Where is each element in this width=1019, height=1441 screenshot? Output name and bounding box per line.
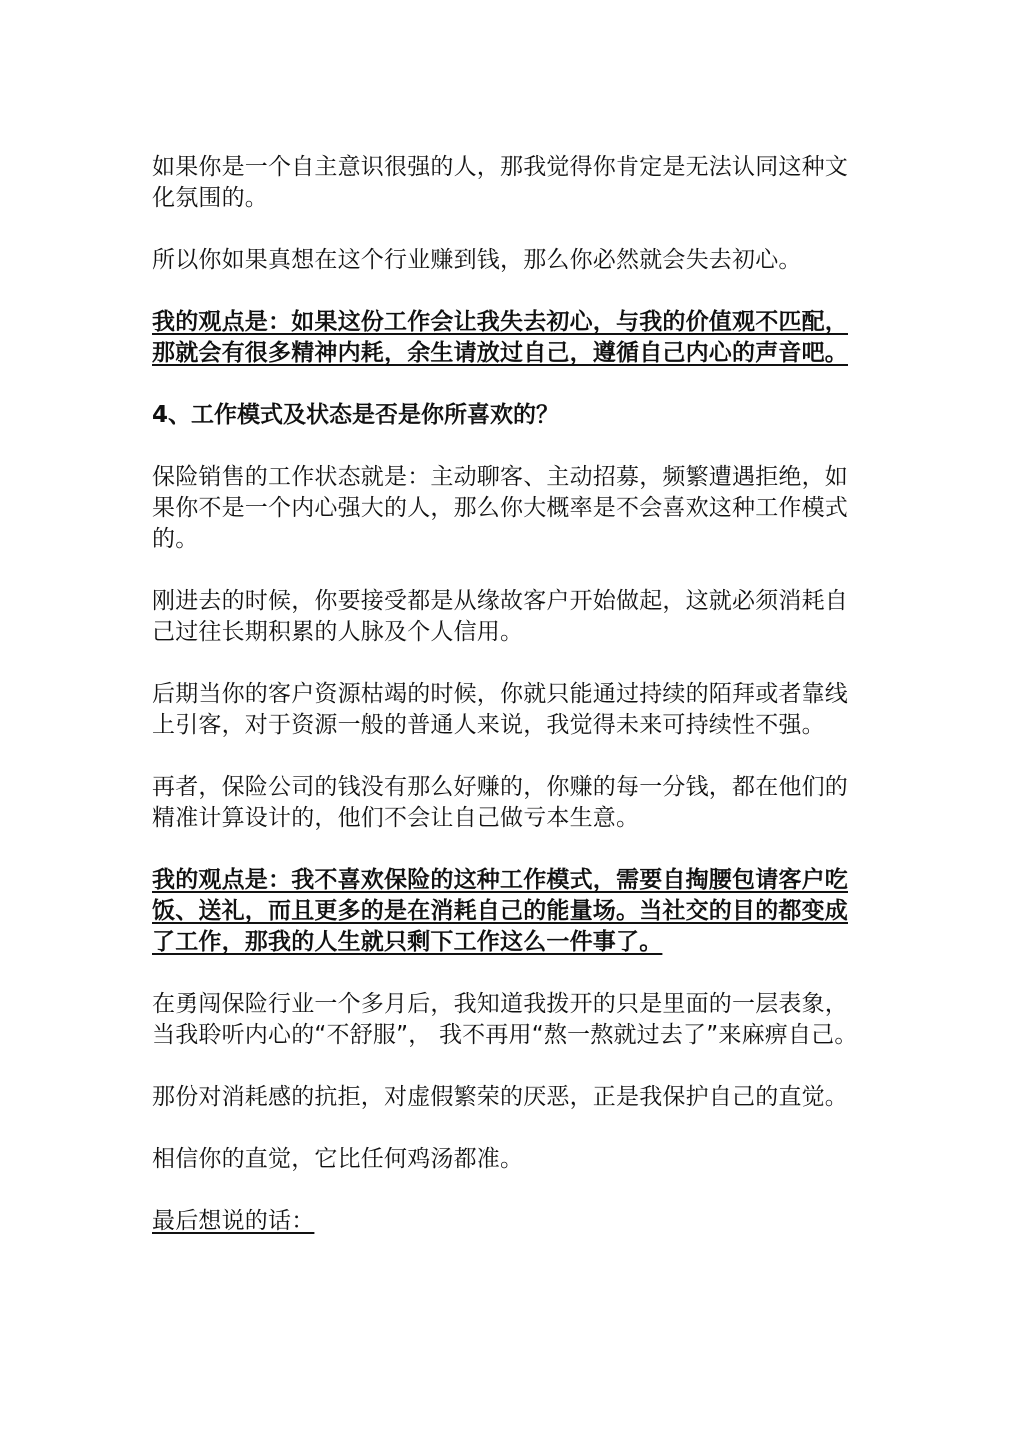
paragraph-intuition: 那份对消耗感的抗拒，对虚假繁荣的厌恶，正是我保护自己的直觉。 <box>152 1084 848 1110</box>
paragraph-culture: 如果你是一个自主意识很强的人，那我觉得你肯定是无法认同这种文化氛围的。 <box>152 154 848 211</box>
paragraph-reflection: 在勇闯保险行业一个多月后，我知道我拨开的只是里面的一层表象，当我聆听内心的“不舒服”， 我不再用“熬一熬就过去了”来麻痹自己。 <box>152 991 858 1048</box>
paragraph-lose-original-intention: 所以你如果真想在这个行业赚到钱，那么你必然就会失去初心。 <box>152 247 802 273</box>
paragraph-work-state: 保险销售的工作状态就是：主动聊客、主动招募，频繁遭遇拒绝，如果你不是一个内心强大的人，那么你大概率是不会喜欢这种工作模式的。 <box>152 464 848 552</box>
paragraph-later-stage: 后期当你的客户资源枯竭的时候，你就只能通过持续的陌拜或者靠线上引客，对于资源一般的普通人来说，我觉得未来可持续性不强。 <box>152 681 848 738</box>
viewpoint-work-mode: 我的观点是：我不喜欢保险的这种工作模式，需要自掏腰包请客户吃饭、送礼，而且更多的是在消耗自己的能量场。当社交的目的都变成了工作，那我的人生就只剩下工作这么一件事了。 <box>152 867 848 955</box>
paragraph-insurance-company: 再者，保险公司的钱没有那么好赚的，你赚的每一分钱，都在他们的精准计算设计的，他们不会让自己做亏本生意。 <box>152 774 848 831</box>
viewpoint-values: 我的观点是：如果这份工作会让我失去初心，与我的价值观不匹配，那就会有很多精神内耗，余生请放过自己，遵循自己内心的声音吧。 <box>152 309 848 366</box>
document-body <box>152 152 867 1237</box>
paragraph-final-words: 最后想说的话： <box>152 1208 315 1234</box>
paragraph-trust-intuition: 相信你的直觉，它比任何鸡汤都准。 <box>152 1146 524 1172</box>
paragraph-beginning: 刚进去的时候，你要接受都是从缘故客户开始做起，这就必须消耗自己过往长期积累的人脉及个人信用。 <box>152 588 848 645</box>
section-heading-work-mode: 4、工作模式及状态是否是你所喜欢的？ <box>152 402 560 428</box>
